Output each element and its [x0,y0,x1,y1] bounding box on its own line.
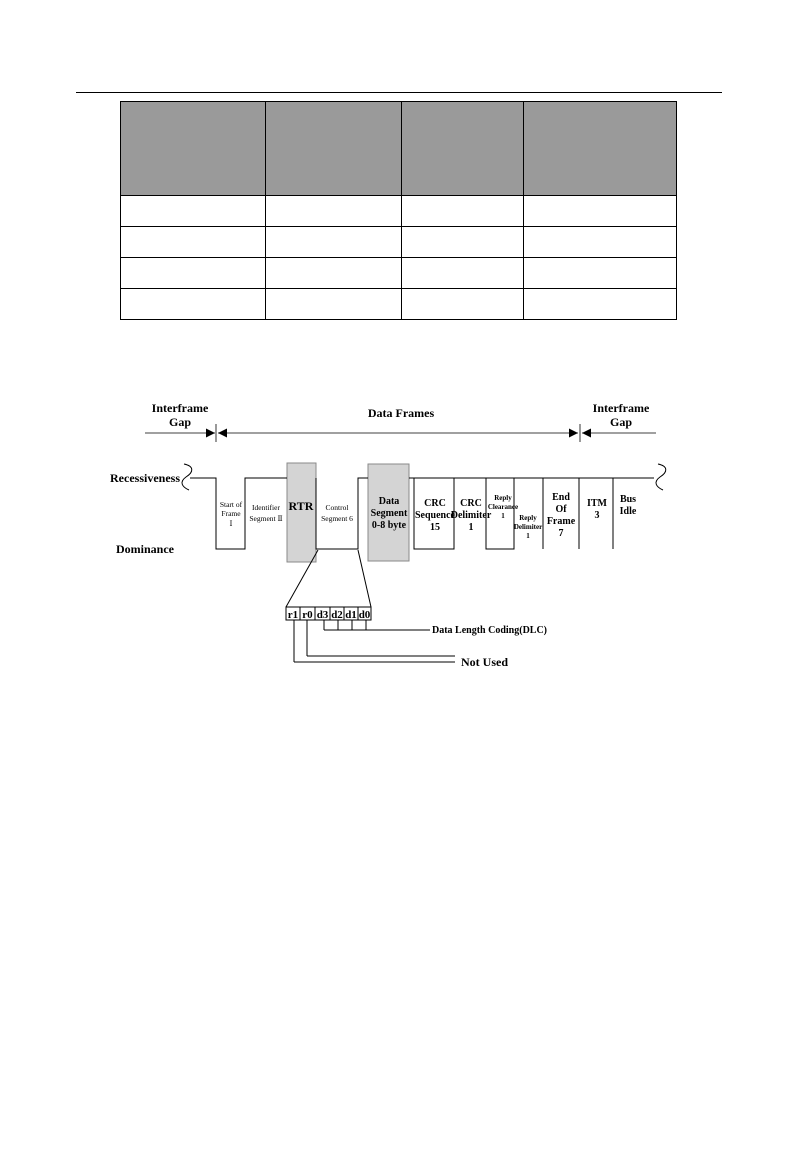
bit-r0: r0 [302,609,313,621]
itm-label-line1: ITM [587,498,607,509]
control-label-line1: Control [325,503,349,512]
crc-delimiter-label-line1: CRC [460,498,482,509]
table-cell [402,289,524,320]
bit-r1: r1 [287,609,299,621]
recessiveness-label: Recessiveness [110,471,180,485]
table-cell [266,258,402,289]
not-used-label: Not Used [461,655,508,669]
end-of-frame-field [547,492,576,539]
rtr-label: RTR [288,499,314,513]
table-cell [266,289,402,320]
itm-label-line2: 3 [594,510,600,521]
reply-delimiter-label-line3: 1 [526,532,530,540]
reply-delimiter-field [514,514,542,540]
identifier-label-line1: Identifier [252,503,280,512]
crc-sequence-field [415,498,456,533]
bit-d3: d3 [316,609,329,621]
control-bits [286,607,371,621]
end-of-frame-label-line4: 7 [558,528,564,539]
bus-idle-label-line2: Idle [619,506,637,517]
table-cell [524,289,677,320]
table-cell [402,258,524,289]
start-of-frame-field [220,500,243,528]
table-cell [121,258,266,289]
crc-sequence-label-line3: 15 [430,522,440,533]
interframe-gap-right-label-line1: Interframe [592,401,650,415]
data-segment-label-line3: 0-8 byte [371,520,407,531]
table-header-cell [121,102,266,196]
table-header-cell [402,102,524,196]
table-cell [402,196,524,227]
data-segment-label-line1: Data [378,496,400,507]
dlc-label: Data Length Coding(DLC) [432,625,548,636]
interframe-gap-right-label-line2: Gap [609,415,633,429]
interframe-gap-left-label-line2: Gap [168,415,192,429]
itm-field [587,498,608,521]
identifier-field [249,503,282,523]
interframe-gap-left-label-line1: Interframe [151,401,209,415]
crc-sequence-label-line1: CRC [424,498,446,509]
end-of-frame-label-line2: Of [555,504,567,515]
reply-delimiter-label-line2: Delimiter [513,523,543,531]
bus-idle-field [620,494,637,517]
table-row [121,289,677,320]
table-cell [266,196,402,227]
bit-d0: d0 [358,609,371,621]
table-header-row [121,102,677,196]
dominance-label: Dominance [116,542,174,556]
table-row [121,258,677,289]
crc-delimiter-label-line3: 1 [468,522,474,533]
reply-clearance-label-line2: Clearance [487,503,519,511]
bus-idle-label-line1: Bus [619,494,637,505]
table-cell [524,196,677,227]
table-header-cell [266,102,402,196]
data-frames-label: Data Frames [367,406,435,420]
bit-d1: d1 [345,609,357,621]
control-label-line2: Segment 6 [321,514,353,523]
identifier-label-line2: Segment Ⅱ [249,514,283,523]
left-break-symbol [182,464,192,490]
right-break-symbol [656,464,666,490]
data-segment-label-line2: Segment [370,508,408,519]
crc-delimiter-label-line2: Delimiter [450,510,492,521]
can-data-frame-diagram [0,380,794,680]
table-row [121,196,677,227]
table-header-cell [524,102,677,196]
table-cell [266,227,402,258]
not-used-bracket [294,620,455,662]
table-cell [524,227,677,258]
header-rule [76,92,722,93]
table-cell [121,196,266,227]
reply-clearance-label-line3: 1 [501,512,505,520]
table-cell [524,258,677,289]
start-of-frame-label-line2: Frame [221,509,241,518]
dlc-bracket [324,620,430,630]
start-of-frame-label-line1: Start of [219,500,243,509]
table-cell [402,227,524,258]
start-of-frame-label-line3: Ⅰ [229,519,233,528]
table-cell [121,227,266,258]
parameter-table [120,101,677,320]
table-cell [121,289,266,320]
end-of-frame-label-line1: End [552,492,570,503]
control-field [321,503,353,523]
end-of-frame-label-line3: Frame [546,516,576,527]
reply-clearance-label-line1: Reply [494,494,512,502]
reply-delimiter-label-line1: Reply [519,514,537,522]
bit-d2: d2 [331,609,343,621]
table-row [121,227,677,258]
crc-sequence-label-line2: Sequence [415,510,455,521]
